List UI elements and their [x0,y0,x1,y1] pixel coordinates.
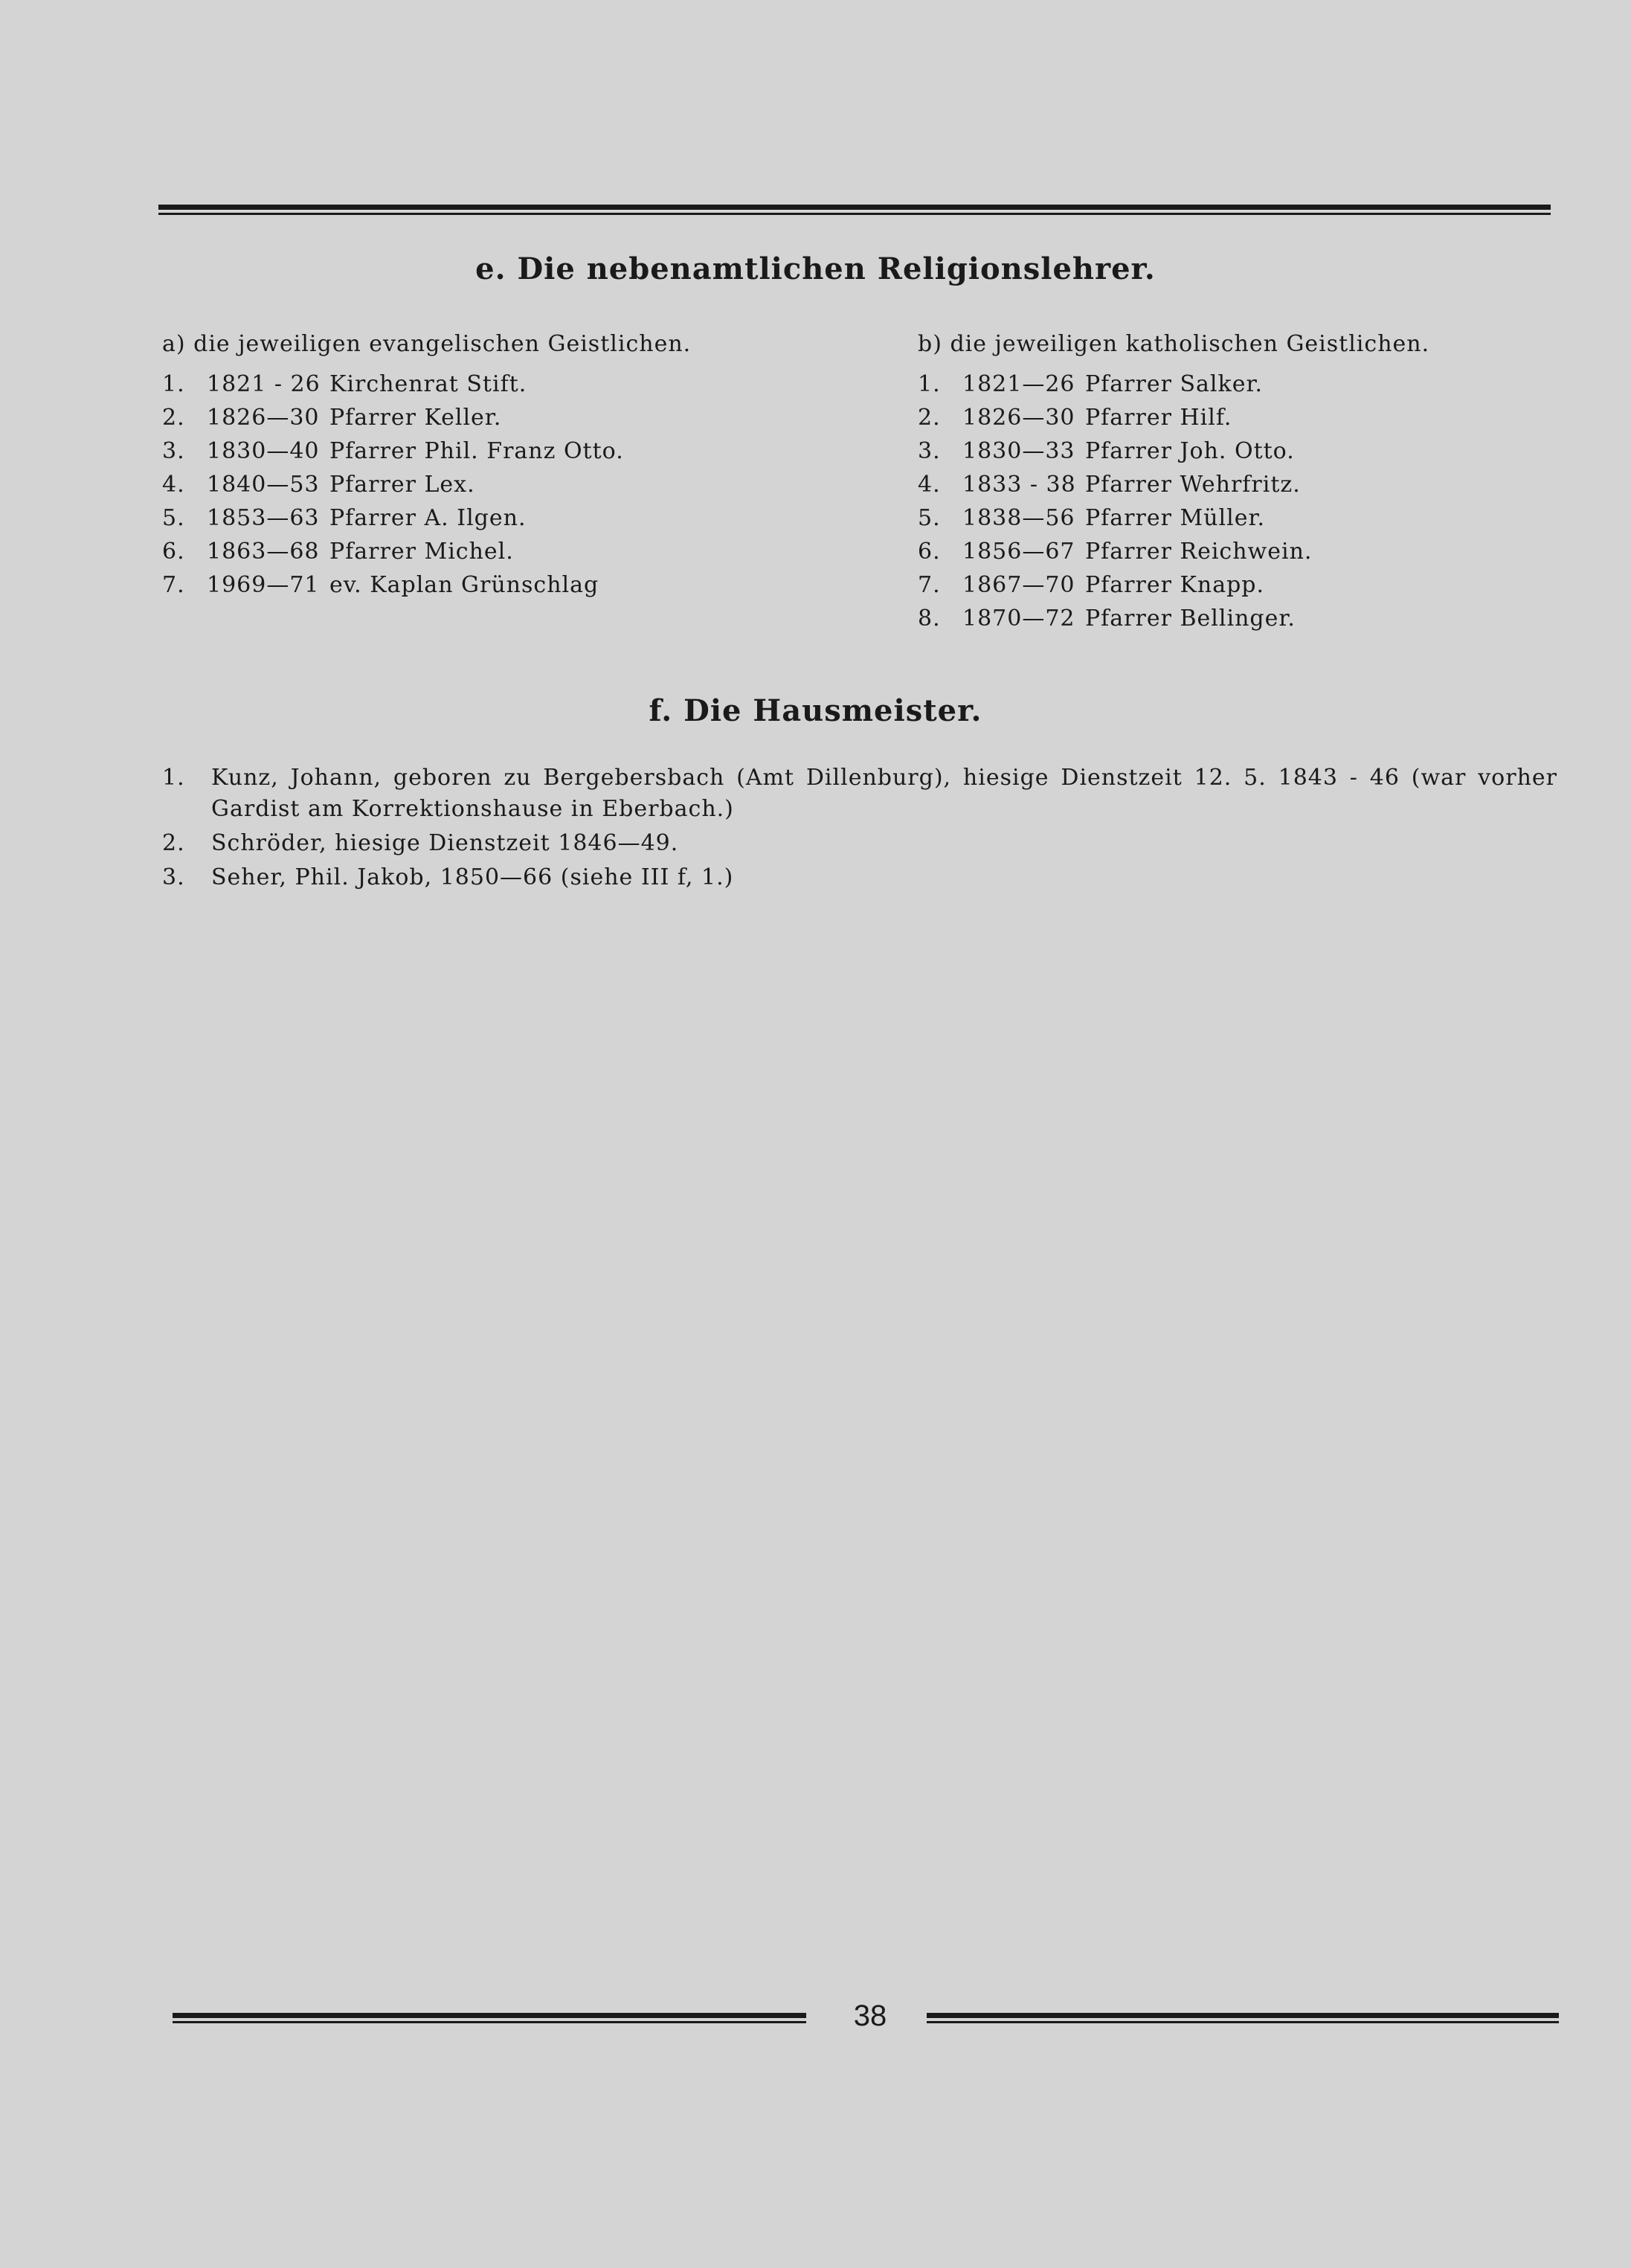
item-name: Pfarrer Hilf. [1085,405,1232,431]
catholic-list [918,367,1312,635]
item-number: 2. [918,405,941,431]
page-number: 38 [853,1999,887,2032]
column-a-heading: a) die jeweiligen evangelischen Geistlichen. [162,331,692,357]
item-years: 1826—30 [962,405,1075,431]
item-number: 7. [162,572,185,598]
item-name: Pfarrer Knapp. [1085,572,1265,598]
top-rule [158,205,1551,215]
item-text: Kunz, Johann, geboren zu Bergebersbach (Amt Dillenburg), hiesige Dienstzeit 12. 5. 1843 - 46 (war vorher Gardist am Korrektionshause in Eberbach.) [211,765,1557,822]
list-item [918,568,1312,602]
item-name: Pfarrer Keller. [329,405,502,431]
list-item [918,434,1312,468]
item-number: 5. [918,505,941,531]
item-number: 5. [162,505,185,531]
item-number: 4. [162,472,185,498]
item-name: Kirchenrat Stift. [329,371,527,397]
item-name: Pfarrer Joh. Otto. [1085,438,1295,464]
list-item [918,367,1312,401]
item-name: Pfarrer Phil. Franz Otto. [329,438,624,464]
list-item [162,862,1557,893]
item-number: 6. [162,539,185,565]
item-number: 1. [162,765,185,791]
list-item [162,568,624,602]
list-item [162,434,624,468]
item-number: 7. [918,572,941,598]
item-years: 1821 - 26 [207,371,321,397]
list-item [162,501,624,535]
item-years: 1830—40 [207,438,320,464]
item-years: 1826—30 [207,405,320,431]
list-item [162,367,624,401]
item-name: Pfarrer A. Ilgen. [329,505,527,531]
item-number: 4. [918,472,941,498]
list-item [162,468,624,501]
item-years: 1856—67 [962,539,1075,565]
item-years: 1969—71 [207,572,320,598]
item-years: 1838—56 [962,505,1075,531]
item-years: 1870—72 [962,605,1075,632]
item-name: ev. Kaplan Grünschlag [329,572,599,598]
item-years: 1830—33 [962,438,1075,464]
item-number: 3. [918,438,941,464]
item-name: Pfarrer Lex. [329,472,475,498]
list-item [162,828,1557,859]
hausmeister-list [162,762,1557,896]
list-item [162,401,624,434]
item-years: 1840—53 [207,472,320,498]
section-f-title: f. Die Hausmeister. [649,693,982,728]
item-number: 3. [162,438,185,464]
item-number: 1. [162,371,185,397]
item-name: Pfarrer Michel. [329,539,514,565]
item-text: Schröder, hiesige Dienstzeit 1846—49. [211,830,679,856]
item-years: 1833 - 38 [962,472,1076,498]
item-name: Pfarrer Reichwein. [1085,539,1313,565]
item-text: Seher, Phil. Jakob, 1850—66 (siehe III f, 1.) [211,864,734,890]
item-years: 1853—63 [207,505,320,531]
item-years: 1821—26 [962,371,1075,397]
list-item [162,535,624,568]
item-name: Pfarrer Bellinger. [1085,605,1296,632]
column-b-heading: b) die jeweiligen katholischen Geistlichen. [918,331,1430,357]
list-item [918,401,1312,434]
bottom-rule-left [173,2013,806,2023]
list-item [918,602,1312,635]
item-number: 1. [918,371,941,397]
item-name: Pfarrer Salker. [1085,371,1264,397]
item-name: Pfarrer Müller. [1085,505,1266,531]
list-item [918,535,1312,568]
list-item [918,501,1312,535]
item-number: 6. [918,539,941,565]
item-years: 1863—68 [207,539,320,565]
list-item [162,762,1557,825]
item-number: 3. [162,864,185,890]
list-item [918,468,1312,501]
item-years: 1867—70 [962,572,1075,598]
item-number: 2. [162,830,185,856]
item-number: 8. [918,605,941,632]
item-number: 2. [162,405,185,431]
bottom-rule-right [927,2013,1559,2023]
evangelical-list [162,367,624,602]
item-name: Pfarrer Wehrfritz. [1085,472,1301,498]
section-e-title: e. Die nebenamtlichen Religionslehrer. [475,251,1156,286]
